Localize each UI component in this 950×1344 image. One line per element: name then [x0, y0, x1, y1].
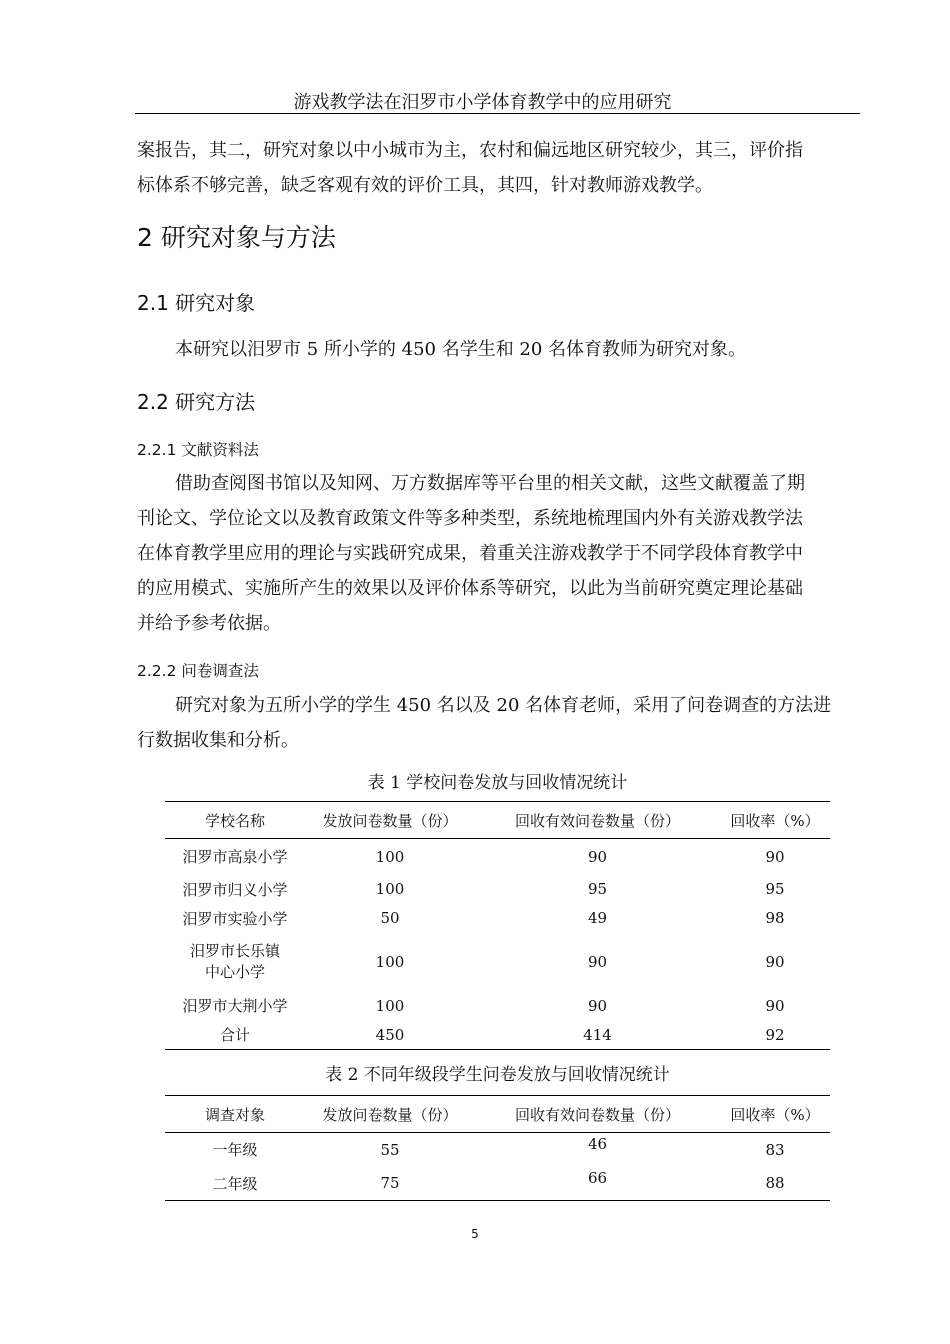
table-cell: 100 — [375, 996, 405, 1015]
table-cell: 49 — [587, 909, 608, 927]
table-cell: 汨罗市大荆小学 — [182, 997, 288, 1015]
body-line: 行数据收集和分析。 — [137, 730, 299, 751]
table-row — [165, 933, 830, 991]
table-cell: 46 — [587, 1135, 608, 1153]
table-cell: 90 — [587, 847, 608, 866]
table-cell: 二年级 — [165, 1167, 305, 1201]
table-cell: 88 — [720, 1167, 830, 1201]
section-2-1-text: 本研究以汨罗市 5 所小学的 450 名学生和 20 名体育教师为研究对象。 — [175, 339, 747, 360]
table-header-cell: 回收率（%） — [720, 1096, 830, 1133]
table-cell: 83 — [765, 1140, 785, 1159]
table-header-cell: 调查对象 — [165, 1096, 305, 1133]
body-line: 借助查阅图书馆以及知网、万方数据库等平台里的相关文献，这些文献覆盖了期 — [175, 473, 805, 494]
table-header-row — [165, 1096, 830, 1133]
table-header-row — [165, 802, 830, 839]
section-2-heading: 2 研究对象与方法 — [137, 223, 336, 252]
table-cell: 95 — [765, 880, 785, 898]
running-header: 游戏教学法在汨罗市小学体育教学中的应用研究 — [293, 92, 672, 113]
table-cell: 50 — [380, 909, 400, 927]
table-cell: 414 — [475, 1021, 720, 1050]
intro-line: 案报告，其二，研究对象以中小城市为主，农村和偏远地区研究较少，其三，评价指 — [137, 140, 803, 161]
section-2-2-2-heading: 2.2.2 问卷调查法 — [137, 662, 259, 680]
table-1-caption: 表 1 学校问卷发放与回收情况统计 — [367, 773, 628, 793]
table-cell: 100 — [375, 952, 405, 971]
body-line: 刊论文、学位论文以及教育政策文件等多种类型，系统地梳理国内外有关游戏教学法 — [137, 508, 803, 529]
table-cell: 95 — [587, 880, 608, 898]
table-cell: 90 — [765, 847, 785, 866]
intro-line: 标体系不够完善，缺乏客观有效的评价工具，其四，针对教师游戏教学。 — [137, 175, 713, 196]
school-name-line: 汨罗市长乐镇 — [189, 941, 280, 960]
header-rule — [135, 113, 860, 114]
table-cell: 90 — [587, 952, 608, 971]
table-cell: 55 — [380, 1140, 400, 1159]
table-cell: 汨罗市实验小学 — [182, 909, 288, 928]
section-2-2-1-heading: 2.2.1 文献资料法 — [137, 441, 259, 459]
table-cell: 100 — [375, 880, 405, 898]
table-row — [165, 1133, 830, 1167]
table-header-cell: 学校名称 — [165, 802, 305, 839]
table-2 — [165, 1095, 830, 1201]
table-cell: 汨罗市高泉小学 — [182, 848, 288, 867]
table-1 — [165, 801, 830, 1050]
table-row — [165, 904, 830, 933]
table-2-caption: 表 2 不同年级段学生问卷发放与回收情况统计 — [325, 1065, 670, 1085]
section-2-2-2-body — [137, 688, 857, 758]
body-line: 并给予参考依据。 — [137, 613, 281, 634]
table-cell: 92 — [720, 1021, 830, 1050]
table-row — [165, 875, 830, 904]
table-header-cell: 回收有效问卷数量（份） — [475, 1096, 720, 1133]
table-header-cell: 发放问卷数量（份） — [305, 1096, 475, 1133]
table-header-cell: 回收有效问卷数量（份） — [475, 802, 720, 839]
section-2-1-body — [137, 332, 857, 367]
table-header-cell: 发放问卷数量（份） — [305, 802, 475, 839]
section-2-2-1-body — [137, 466, 857, 641]
body-line: 在体育教学里应用的理论与实践研究成果，着重关注游戏教学于不同学段体育教学中 — [137, 543, 803, 564]
intro-paragraph — [137, 133, 857, 203]
table-header-cell: 回收率（%） — [720, 802, 830, 839]
table-cell: 100 — [375, 847, 405, 866]
body-line: 的应用模式、实施所产生的效果以及评价体系等研究，以此为当前研究奠定理论基础 — [137, 578, 803, 599]
table-cell: 75 — [305, 1167, 475, 1201]
table-cell: 一年级 — [212, 1141, 258, 1160]
table-cell: 90 — [765, 996, 785, 1015]
table-cell: 90 — [587, 996, 608, 1015]
table-cell: 合计 — [165, 1021, 305, 1050]
table-cell: 98 — [765, 909, 785, 927]
school-name-line: 中心小学 — [204, 962, 265, 981]
table-row — [165, 991, 830, 1021]
table-cell: 90 — [765, 952, 785, 971]
table-cell — [165, 933, 305, 991]
section-2-1-heading: 2.1 研究对象 — [137, 291, 256, 315]
page-number: 5 — [471, 1227, 479, 1241]
table-row — [165, 839, 830, 875]
table-cell: 450 — [305, 1021, 475, 1050]
section-2-2-heading: 2.2 研究方法 — [137, 390, 256, 414]
table-cell: 汨罗市归义小学 — [182, 880, 288, 899]
body-line: 研究对象为五所小学的学生 450 名以及 20 名体育老师，采用了问卷调查的方法进 — [175, 695, 832, 716]
table-row — [165, 1021, 830, 1050]
table-cell: 66 — [475, 1167, 720, 1201]
table-row — [165, 1167, 830, 1201]
